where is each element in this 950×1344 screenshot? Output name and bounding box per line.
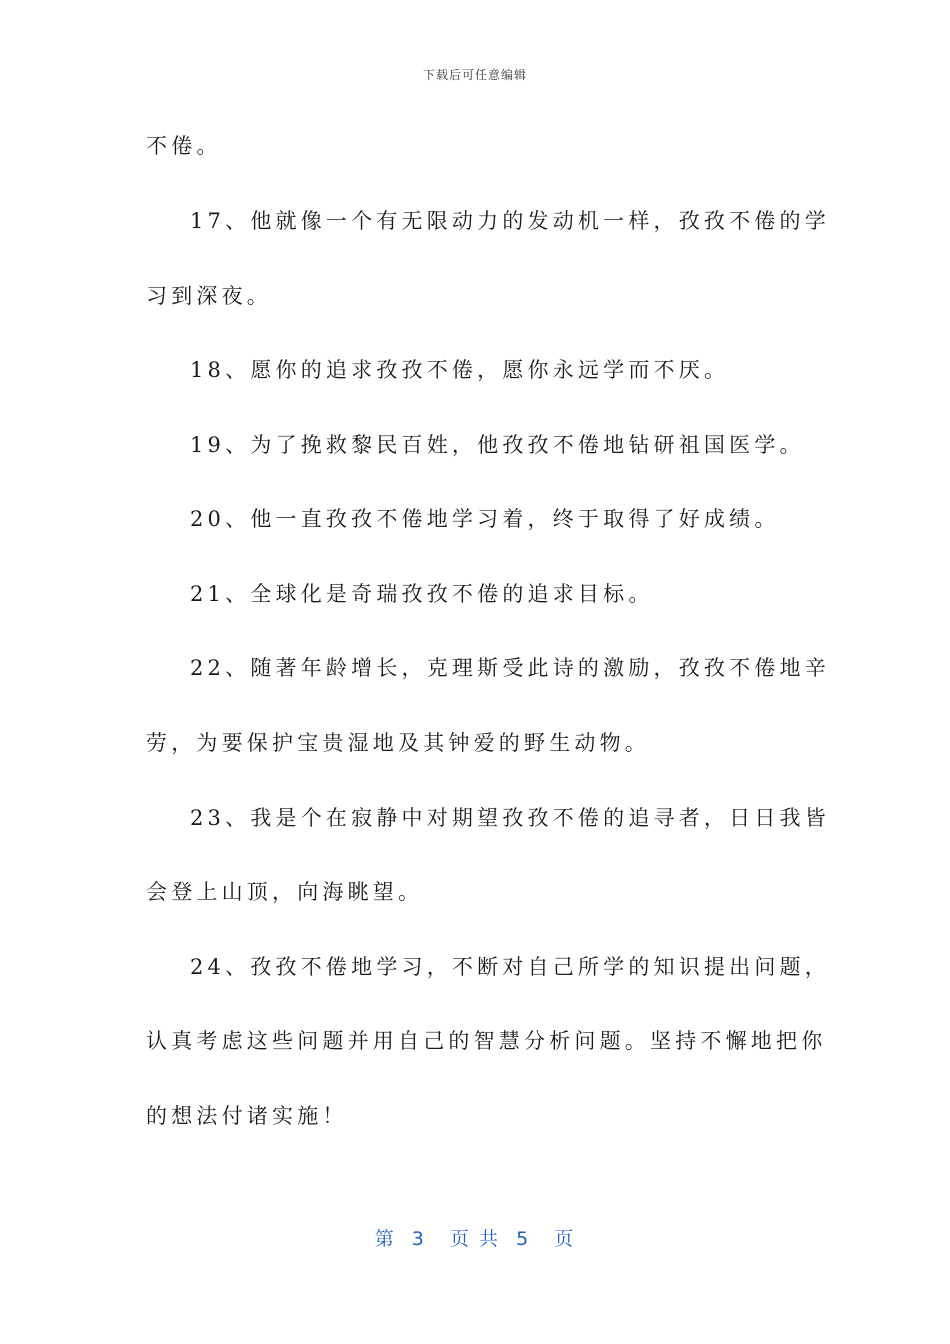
sentence-24-line-1: 24、孜孜不倦地学习，不断对自己所学的知识提出问题， — [190, 955, 830, 979]
sentence-23-line-1: 23、我是个在寂静中对期望孜孜不倦的追寻者，日日我皆 — [190, 806, 830, 830]
sentence-21: 21、全球化是奇瑞孜孜不倦的追求目标。 — [190, 582, 654, 606]
sentence-24-line-2: 认真考虑这些问题并用自己的智慧分析问题。坚持不懈地把你 — [146, 1029, 827, 1053]
page-number-footer: 第 3 页 共 5 页 — [374, 1228, 576, 1250]
sentence-20: 20、他一直孜孜不倦地学习着，终于取得了好成绩。 — [190, 507, 780, 531]
sentence-23-line-2: 会登上山顶，向海眺望。 — [146, 880, 424, 904]
sentence-17-line-1: 17、他就像一个有无限动力的发动机一样，孜孜不倦的学 — [190, 209, 830, 233]
body-line-continuation: 不倦。 — [146, 134, 222, 158]
page-header: 下载后可任意编辑 — [422, 68, 527, 82]
sentence-18: 18、愿你的追求孜孜不倦，愿你永远学而不厌。 — [190, 358, 730, 382]
sentence-19: 19、为了挽救黎民百姓，他孜孜不倦地钻研祖国医学。 — [190, 433, 805, 457]
sentence-22-line-1: 22、随著年龄增长，克理斯受此诗的激励，孜孜不倦地辛 — [190, 656, 830, 680]
sentence-24-line-3: 的想法付诸实施！ — [146, 1104, 348, 1128]
sentence-22-line-2: 劳，为要保护宝贵湿地及其钟爱的野生动物。 — [146, 731, 650, 755]
sentence-17-line-2: 习到深夜。 — [146, 284, 272, 308]
